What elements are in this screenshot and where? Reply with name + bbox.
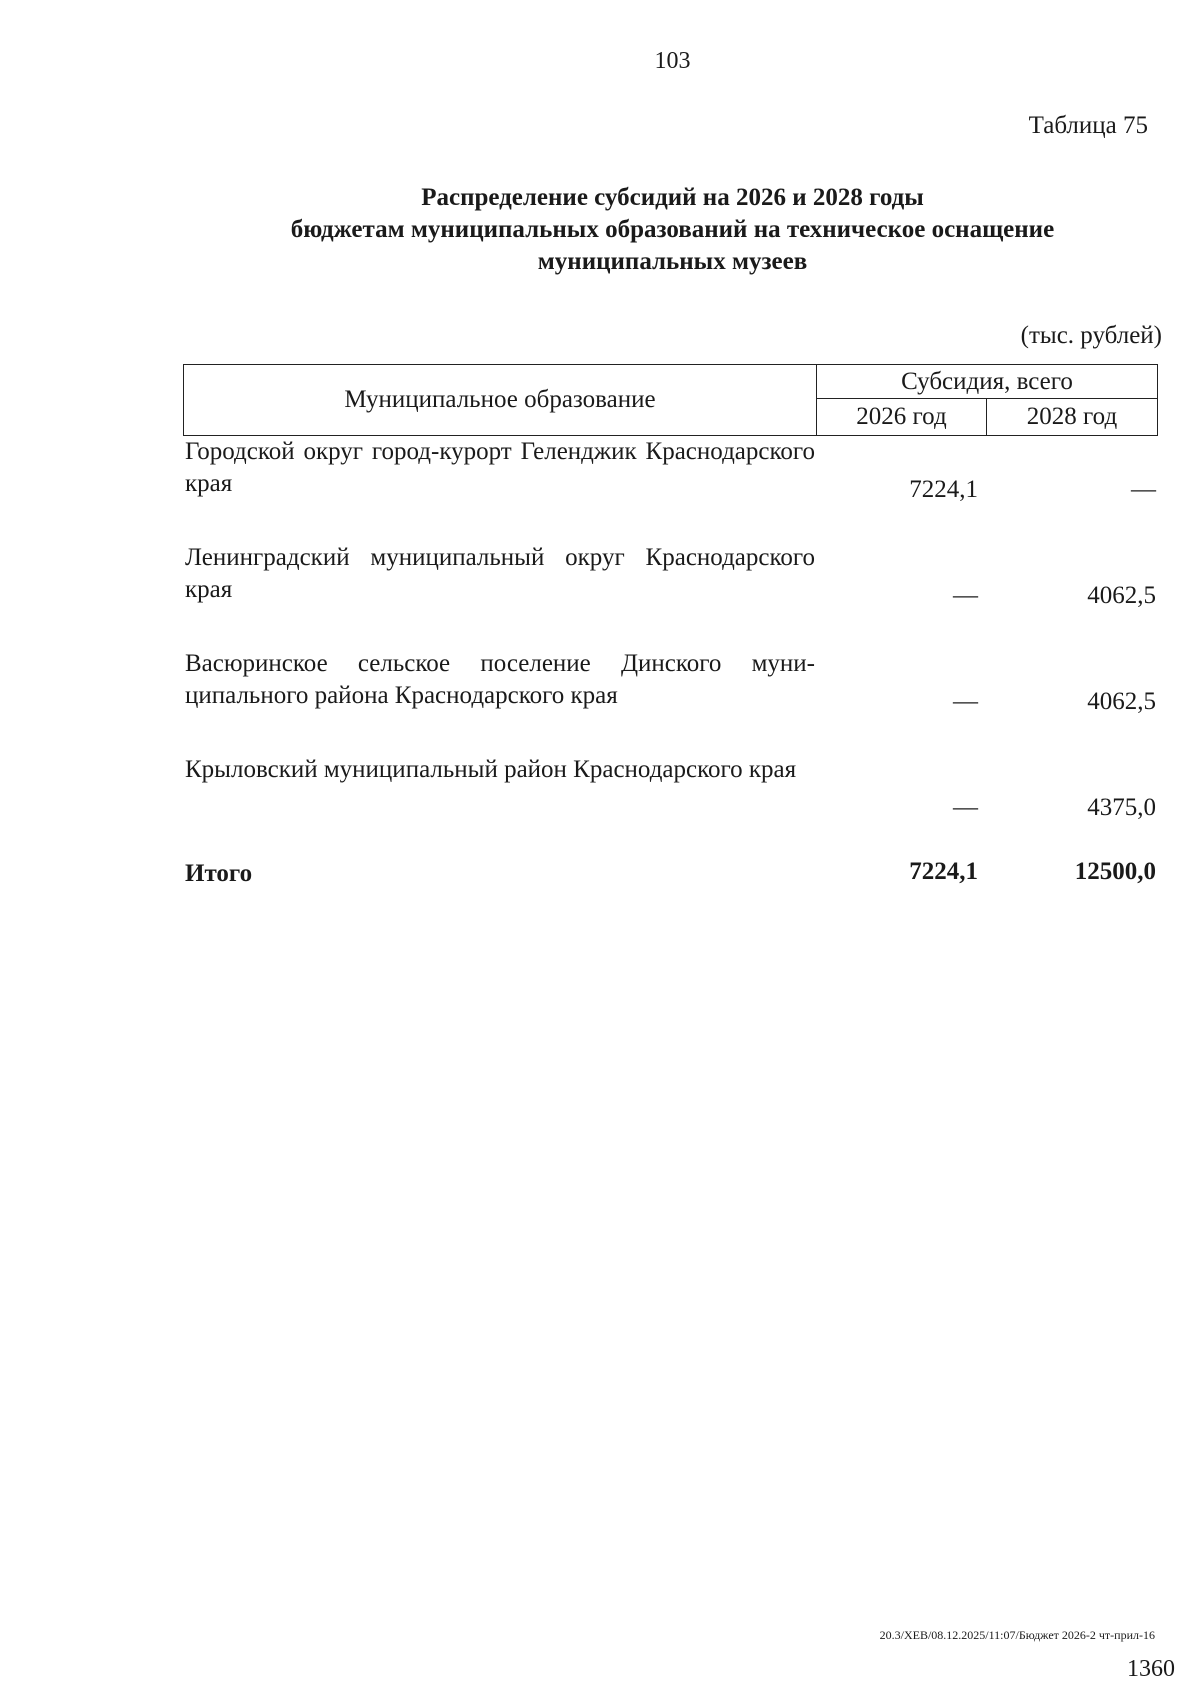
row-municipality: Городской округ город-курорт Геленджик Краснодарского края bbox=[185, 438, 815, 497]
page-number: 103 bbox=[654, 48, 691, 74]
table-row bbox=[183, 542, 1158, 609]
table-row bbox=[183, 436, 1158, 503]
title-line-1: Распределение субсидий на 2026 и 2028 годы bbox=[421, 184, 924, 211]
row-municipality: Крыловский муниципальный район Краснодарского края bbox=[185, 756, 797, 783]
header-year-2026: 2026 год bbox=[817, 399, 987, 435]
sheet-number: 1360 bbox=[1127, 1656, 1175, 1682]
table-label: Таблица 75 bbox=[1028, 112, 1148, 139]
total-label: Итого bbox=[185, 860, 253, 887]
total-value-2026: 7224,1 bbox=[909, 858, 978, 885]
row-value-2026: — bbox=[953, 794, 978, 821]
document-title bbox=[160, 182, 1185, 278]
row-value-2028: — bbox=[1131, 476, 1156, 503]
header-municipal: Муниципальное образование bbox=[184, 365, 817, 435]
units-label: (тыс. рублей) bbox=[1020, 322, 1162, 349]
row-value-2028: 4062,5 bbox=[1087, 688, 1156, 715]
table-row bbox=[183, 754, 1158, 821]
title-line-3: муниципальных музеев bbox=[537, 248, 808, 275]
row-value-2028: 4062,5 bbox=[1087, 582, 1156, 609]
row-value-2026: 7224,1 bbox=[909, 476, 978, 503]
row-value-2026: — bbox=[953, 582, 978, 609]
table-total-row bbox=[183, 858, 1158, 918]
header-subsidy-total: Субсидия, всего bbox=[817, 365, 1157, 399]
row-municipality: Васюринское сельское поселение Динского муниципального района Краснодарского края bbox=[185, 650, 815, 709]
title-line-2: бюджетам муниципальных образований на техническое оснащение bbox=[290, 216, 1055, 243]
row-value-2026: — bbox=[953, 688, 978, 715]
header-year-2028: 2028 год bbox=[1026, 403, 1118, 430]
table-header bbox=[183, 364, 1158, 436]
table-row bbox=[183, 648, 1158, 715]
footer-document-code: 20.3/ХЕВ/08.12.2025/11:07/Бюджет 2026-2 чт-прил-16 bbox=[879, 1628, 1155, 1642]
row-municipality: Ленинградский муниципальный округ Краснодарского края bbox=[185, 544, 815, 603]
row-value-2028: 4375,0 bbox=[1087, 794, 1156, 821]
total-value-2028: 12500,0 bbox=[1074, 858, 1156, 885]
